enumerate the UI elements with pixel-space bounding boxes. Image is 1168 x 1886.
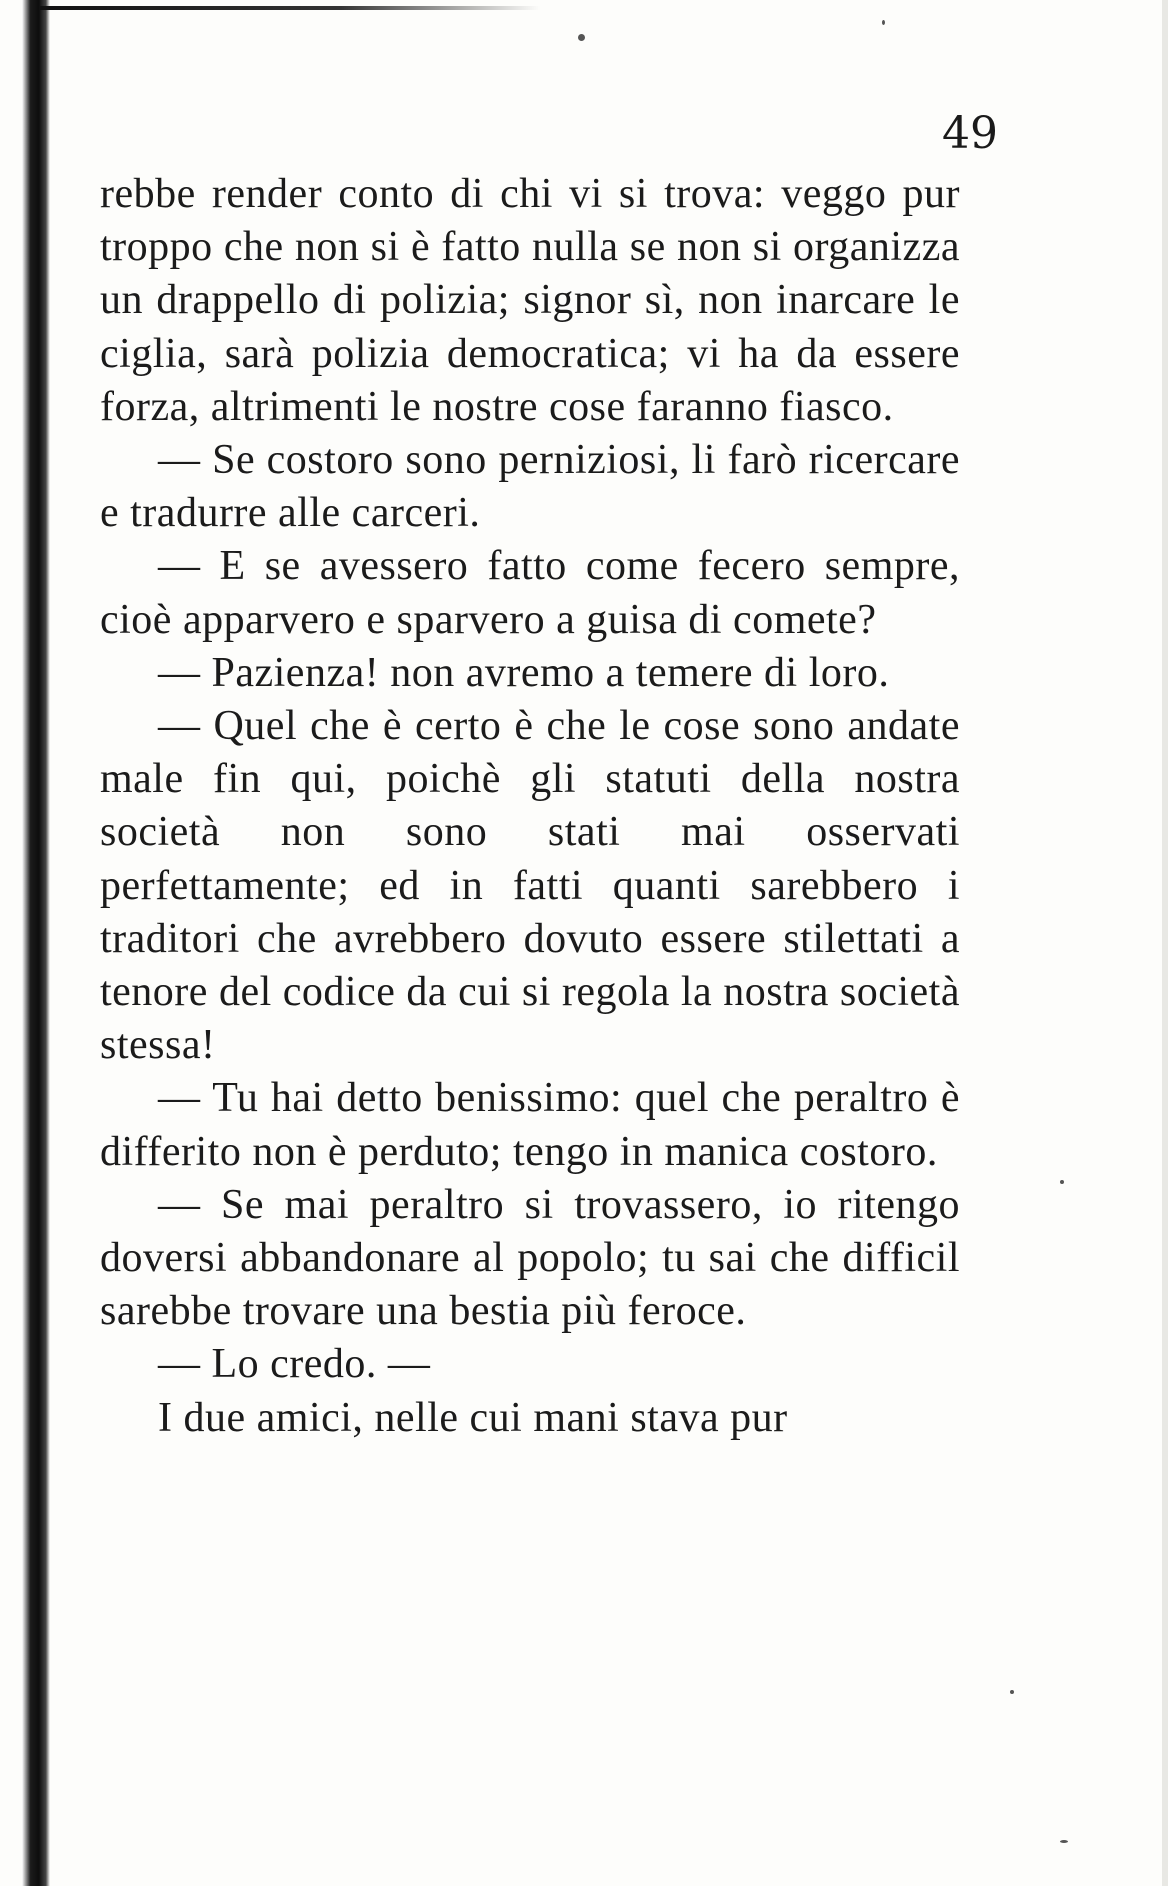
scan-speck xyxy=(578,34,585,41)
right-page-edge xyxy=(1162,0,1168,1886)
paragraph: — E se avessero fatto come fecero sempre, cioè apparvero e sparvero a guisa di comete? xyxy=(100,543,960,643)
paragraph: — Se costoro sono perniziosi, li farò ricercare e tradurre alle carceri. xyxy=(100,437,960,537)
paragraph: — Tu hai detto benissimo: quel che peraltro è differito non è perduto; tengo in manica costoro. xyxy=(100,1075,960,1175)
page-number: 49 xyxy=(942,108,998,159)
paragraph: — Pazienza! non avremo a temere di loro. xyxy=(158,649,890,696)
paragraph: rebbe render conto di chi vi si trova: veggo pur troppo che non si è fatto nulla se non si organizza un drappello di polizia; signor sì, non inarcare le ciglia, sarà polizia democratica; vi ha da essere forza, altrimenti le nostre cose faranno fiasco. xyxy=(100,171,960,430)
scan-speck xyxy=(1060,1180,1064,1184)
scan-speck xyxy=(1060,1840,1068,1843)
scan-speck xyxy=(1010,1690,1014,1694)
paragraph: — Se mai peraltro si trovassero, io ritengo doversi abbandonare al popolo; tu sai che difficil sarebbe trovare una bestia più feroce. xyxy=(100,1181,960,1335)
paragraph: — Lo credo. — xyxy=(158,1341,431,1388)
top-edge-rule xyxy=(40,6,540,10)
book-spine-shadow xyxy=(22,0,50,1886)
page-text xyxy=(100,168,960,1445)
paragraph: — Quel che è certo è che le cose sono andate male fin qui, poichè gli statuti della nostra società non sono stati mai osservati perfettamente; ed in fatti quanti sarebbero i traditori che avrebbero dovuto essere stilettati a tenore del codice da cui si regola la nostra società stessa! xyxy=(100,703,960,1069)
paragraph: I due amici, nelle cui mani stava pur xyxy=(158,1394,788,1441)
scan-speck xyxy=(882,20,885,25)
